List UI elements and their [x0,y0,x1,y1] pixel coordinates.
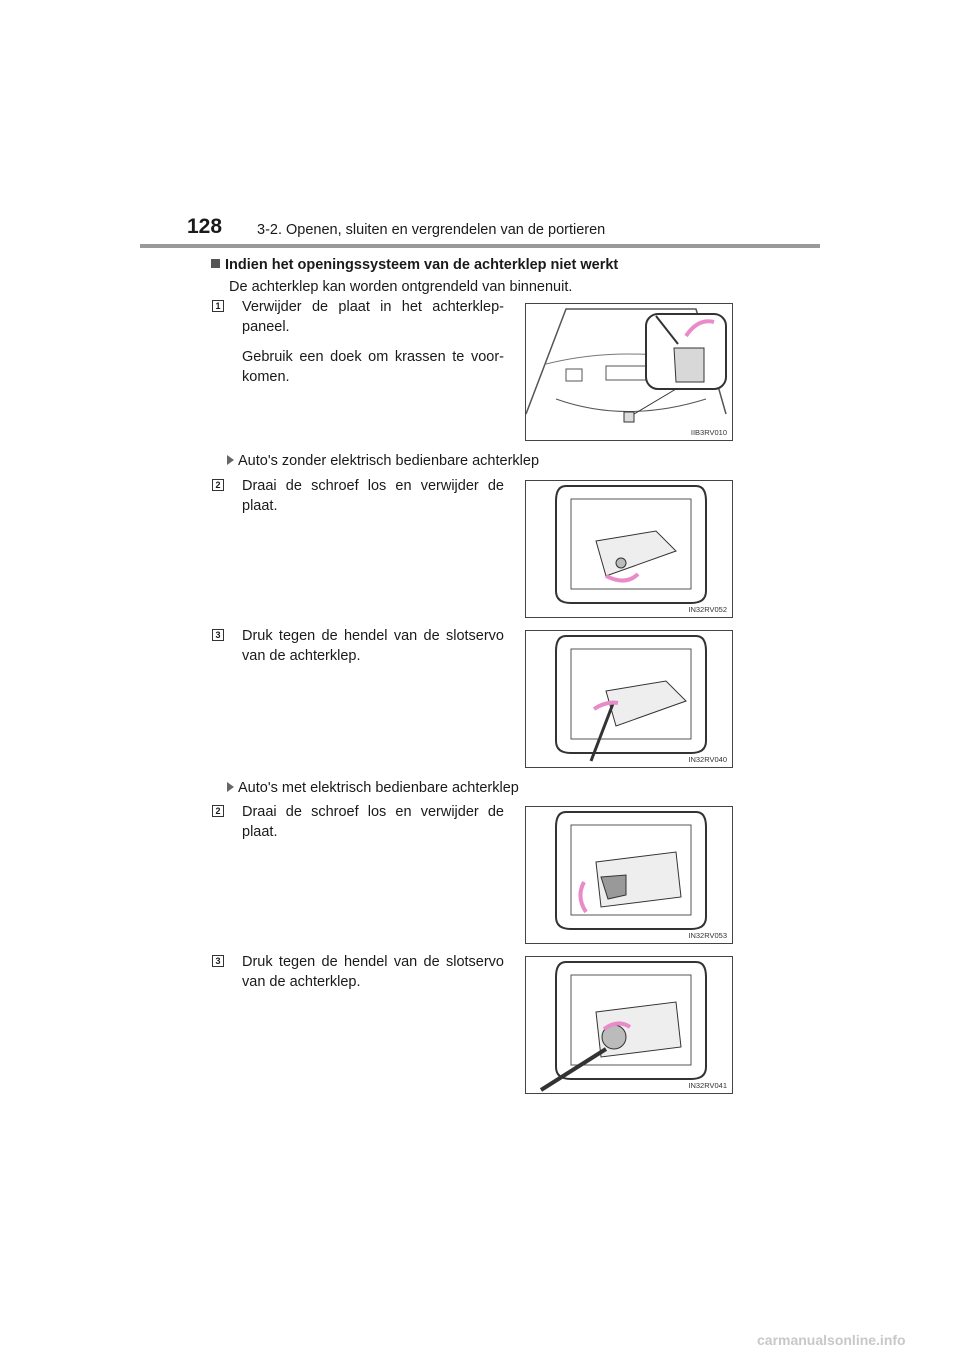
step-1-note: Gebruik een doek om krassen te voor-komen. [242,349,504,385]
intro-text: De achterklep kan worden ontgrendeld van binnenuit. [229,279,573,295]
triangle-bullet-icon [227,455,234,465]
triangle-bullet-icon [227,782,234,792]
step-number-3b: 3 [212,955,224,967]
step-1-instruction: Verwijder de plaat in het achterklep-paneel. [242,299,504,335]
step-3-text: Druk tegen de hendel van de slotservo van de achterklep. [242,628,504,664]
variant-label: Auto's met elektrisch bedienbare achterklep [238,780,519,796]
step-number-3: 3 [212,629,224,641]
variant-label: Auto's zonder elektrisch bedienbare achterklep [238,453,540,469]
step-2b-text: Draai de schroef los en verwijder de plaat. [242,804,504,840]
figure-code: IN32RV041 [688,1081,727,1090]
subheading-text: Indien het openingssysteem van de achterklep niet werkt [225,257,619,273]
figure-remove-plate [525,480,733,618]
figure-push-lever-power [525,956,733,1094]
page-number: 128 [187,215,223,238]
watermark: carmanualsonline.info [757,1332,906,1348]
header-rule [140,244,820,248]
figure-code: IN32RV040 [688,755,727,764]
step-number-1: 1 [212,300,224,312]
figure-push-lever [525,630,733,768]
step-2-text: Draai de schroef los en verwijder de plaat. [242,478,504,514]
step-number-2b: 2 [212,805,224,817]
figure-remove-plate-power [525,806,733,944]
square-bullet-icon [211,259,220,268]
figure-code: IIB3RV010 [690,428,727,437]
figure-code: IN32RV052 [688,605,727,614]
figure-tailgate-panel [525,303,733,441]
variant-without-power [227,453,539,469]
step-1-text [242,297,504,397]
figure-code: IN32RV053 [688,931,727,940]
subheading [211,257,618,273]
step-3b-text: Druk tegen de hendel van de slotservo van de achterklep. [242,954,504,990]
step-number-2: 2 [212,479,224,491]
section-title: 3-2. Openen, sluiten en vergrendelen van de portieren [257,222,606,238]
variant-with-power [227,780,519,796]
